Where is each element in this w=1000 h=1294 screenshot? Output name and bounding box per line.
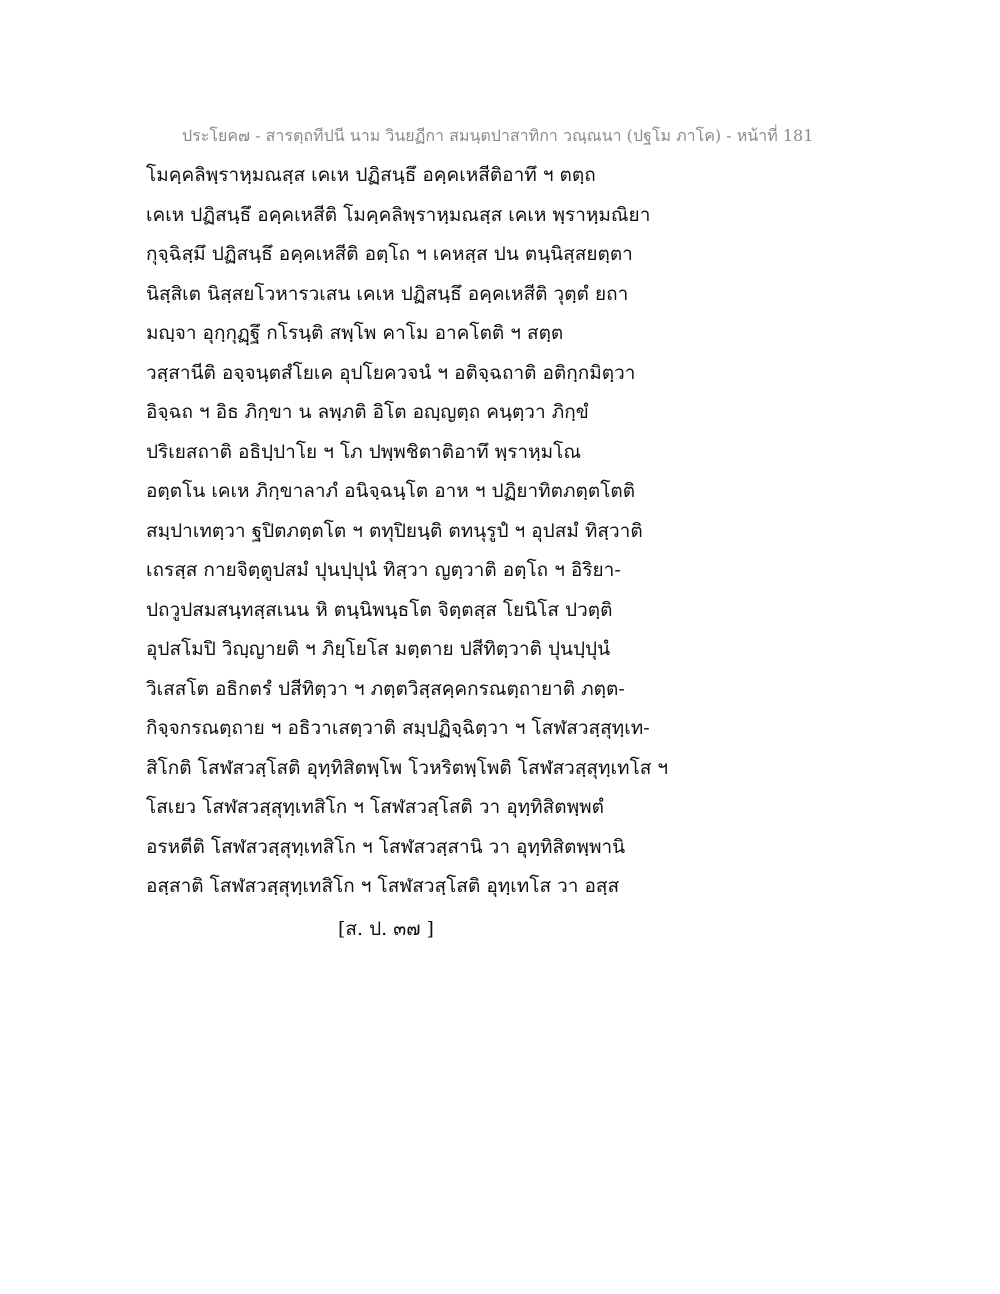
page-reference: [ส. ป. ๓๗ ] xyxy=(338,918,434,940)
text-line: กุจฺฉิสฺมึ ปฏิสนฺธึ อคฺคเหสีติ อตฺโถ ฯ เคหสฺส ปน ตนฺนิสฺสยตฺตา xyxy=(146,243,633,265)
running-header: ประโยค๗ - สารตฺถทีปนี นาม วินยฏีกา สมนฺตปาสาทิกา วณฺณนา (ปฐโม ภาโค) - หน้าที่ 181 xyxy=(182,126,814,145)
text-line: วสฺสานีติ อจฺจนฺตสํโยเค อุปโยควจนํ ฯ อติจฺฉถาติ อติกฺกมิตฺวา xyxy=(146,361,636,384)
text-line: อตฺตโน เคเห ภิกฺขาลาภํ อนิจฺฉนฺโต อาห ฯ ปฏิยาทิตภตฺตโตติ xyxy=(146,480,636,502)
text-line: โสเยว โสฬสวสฺสุทฺเทสิโก ฯ โสฬสวสฺโสติ วา อุทฺทิสิตพฺพตํ xyxy=(146,796,604,818)
text-line: สิโกติ โสฬสวสฺโสติ อุทฺทิสิตพฺโพ โวหริตพฺโพติ โสฬสวสฺสุทฺเทโส ฯ xyxy=(146,756,669,779)
text-line: นิสฺสิเต นิสฺสยโวหารวเสน เคเห ปฏิสนฺธึ อคฺคเหสีติ วุตฺตํ ยถา xyxy=(146,282,629,305)
text-line: วิเสสโต อธิกตรํ ปสีทิตฺวา ฯ ภตฺตวิสฺสคฺคกรณตฺถายาติ ภตฺต- xyxy=(146,677,625,700)
text-line: มญฺจา อุกฺกุฏฺฐึ กโรนฺติ สพฺโพ คาโม อาคโตติ ฯ สตฺต xyxy=(146,322,564,344)
text-line: อสฺสาติ โสฬสวสฺสุทฺเทสิโก ฯ โสฬสวสฺโสติ อุทฺเทโส วา อสฺส xyxy=(146,875,620,897)
text-line: อรหตีติ โสฬสวสฺสุทฺเทสิโก ฯ โสฬสวสฺสานิ วา อุทฺทิสิตพฺพานิ xyxy=(146,835,626,858)
text-line: โมคฺคลิพฺราหฺมณสฺส เคเห ปฏิสนฺธึ อคฺคเหสีติอาทึ ฯ ตตฺถ xyxy=(146,164,596,186)
body-text xyxy=(146,158,706,909)
text-line: ปริเยสถาติ อธิปฺปาโย ฯ โภ ปพฺพชิตาติอาทึ พฺราหฺมโณ xyxy=(146,440,581,463)
text-line: เคเห ปฏิสนฺธึ อคฺคเหสีติ โมคฺคลิพฺราหฺมณสฺส เคเห พฺราหฺมณิยา xyxy=(146,203,651,226)
text-line: กิจฺจกรณตฺถาย ฯ อธิวาเสตฺวาติ สมฺปฏิจฺฉิตฺวา ฯ โสฬสวสฺสุทฺเท- xyxy=(146,717,650,739)
text-line: อิจฺฉถ ฯ อิธ ภิกฺขา น ลพฺภติ อิโต อญฺญตฺถ คนฺตฺวา ภิกฺขํ xyxy=(146,401,589,423)
text-line: อุปสโมปิ วิญฺญายติ ฯ ภิยฺโยโส มตฺตาย ปสีทิตฺวาติ ปุนปฺปุนํ xyxy=(146,638,611,660)
text-line: ปถวูปสมสนฺทสฺสเนน หิ ตนฺนิพนฺธโต จิตฺตสฺส โยนิโส ปวตฺติ xyxy=(146,598,613,621)
text-line: สมฺปาเทตฺวา ฐปิตภตฺตโต ฯ ตทุปิยนฺติ ตทนุรูปํ ฯ อุปสมํ ทิสฺวาติ xyxy=(146,519,643,542)
text-line: เถรสฺส กายจิตฺตูปสมํ ปุนปฺปุนํ ทิสฺวา ญตฺวาติ อตฺโถ ฯ อิริยา- xyxy=(146,559,621,581)
